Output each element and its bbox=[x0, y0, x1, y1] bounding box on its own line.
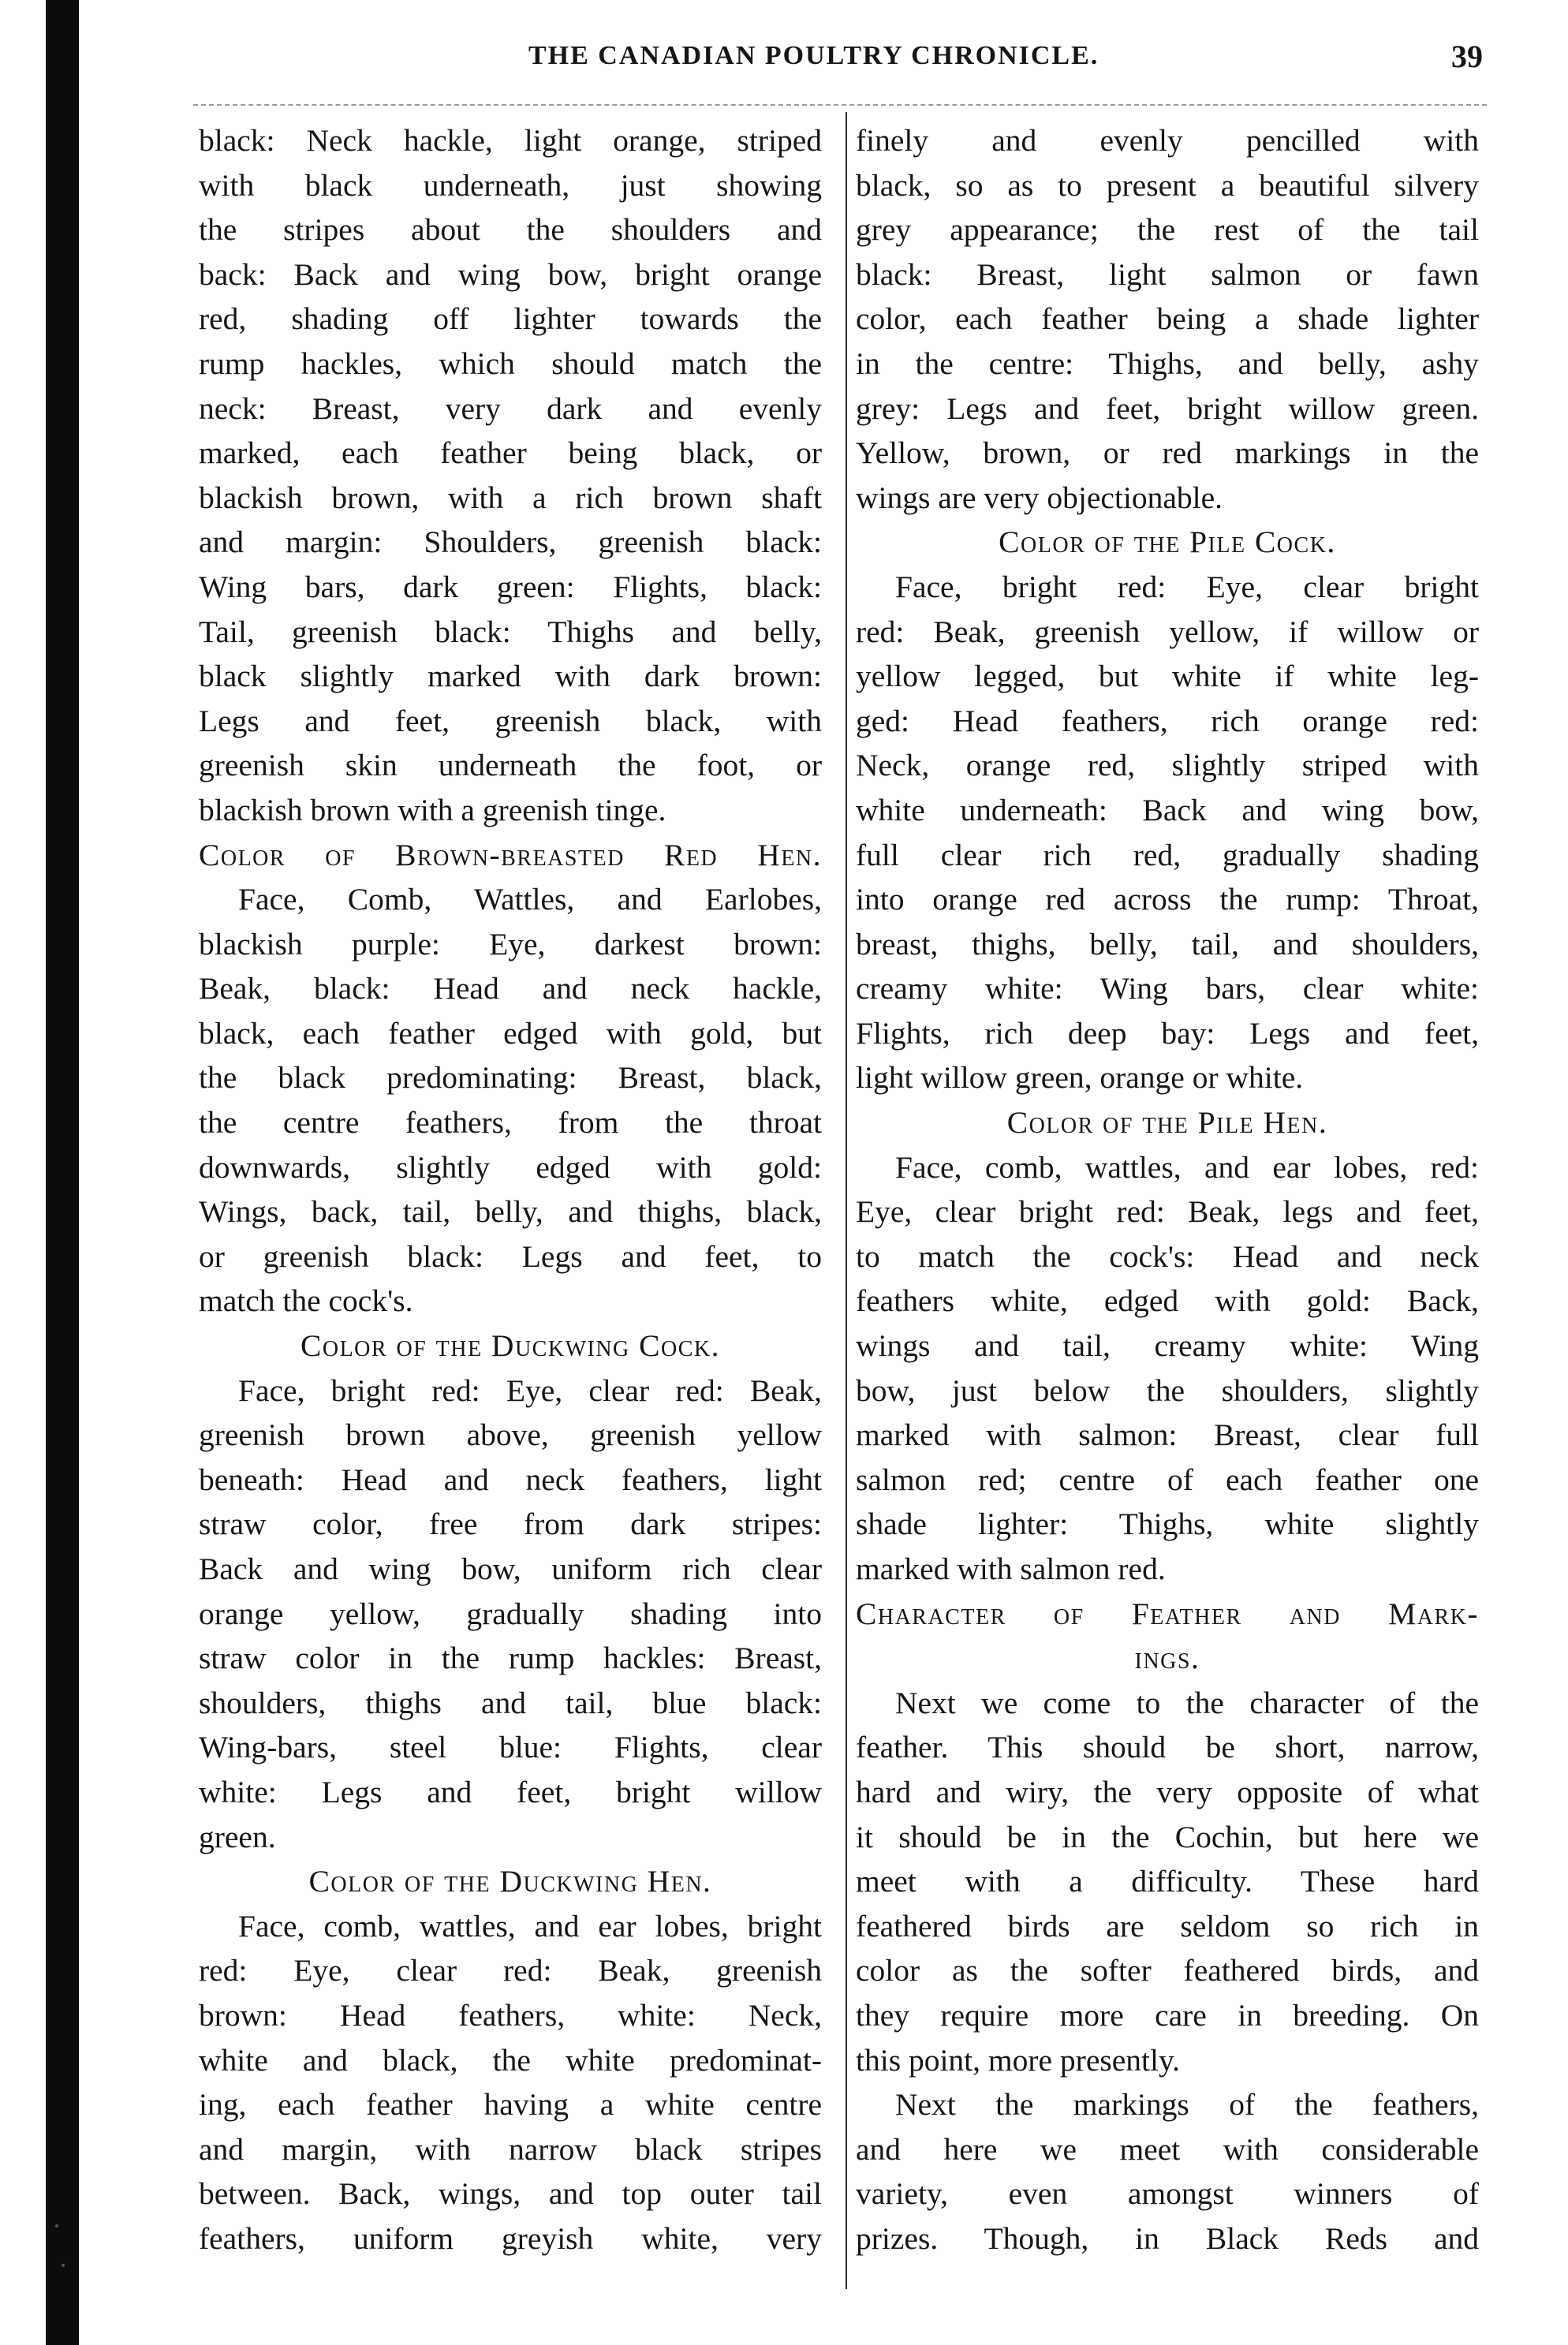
text-line: in the centre: Thighs, and belly, ashy bbox=[856, 345, 1479, 381]
text-line: Face, comb, wattles, and ear lobes, bright bbox=[238, 1908, 822, 1944]
right-column bbox=[856, 118, 1479, 2295]
text-line: feathers white, edged with gold: Back, bbox=[856, 1283, 1479, 1319]
text-line: and margin: Shoulders, greenish black: bbox=[199, 525, 822, 560]
text-line: meet with a difficulty. These hard bbox=[856, 1864, 1479, 1899]
text-line: the centre feathers, from the throat bbox=[199, 1105, 822, 1141]
text-line: finely and evenly pencilled with bbox=[856, 123, 1479, 158]
text-line: feather. This should be short, narrow, bbox=[856, 1730, 1479, 1765]
text-line: Next the markings of the feathers, bbox=[895, 2087, 1479, 2123]
header-rule bbox=[193, 104, 1487, 106]
text-line: Back and wing bow, uniform rich clear bbox=[199, 1552, 822, 1586]
text-line: Yellow, brown, or red markings in the bbox=[856, 435, 1479, 471]
text-line: Eye, clear bright red: Beak, legs and feet, bbox=[856, 1194, 1479, 1230]
text-line: Legs and feet, greenish black, with bbox=[199, 703, 822, 738]
text-line: beneath: Head and neck feathers, light bbox=[199, 1462, 822, 1497]
left-column bbox=[199, 118, 822, 2295]
text-line: black, so as to present a beautiful silvery bbox=[856, 167, 1479, 203]
text-line: marked with salmon red. bbox=[856, 1552, 1166, 1586]
text-line: wings and tail, creamy white: Wing bbox=[856, 1328, 1479, 1364]
running-title: THE CANADIAN POULTRY CHRONICLE. bbox=[528, 41, 1099, 70]
text-line: grey appearance; the rest of the tail bbox=[856, 212, 1479, 248]
text-line: Next we come to the character of the bbox=[895, 1685, 1479, 1720]
section-heading: Color of the Duckwing Cock. bbox=[301, 1328, 720, 1364]
text-line: white and black, the white predominat- bbox=[199, 2042, 822, 2078]
text-line: and here we meet with considerable bbox=[856, 2131, 1479, 2167]
page-number: 39 bbox=[1451, 39, 1483, 74]
text-line: Tail, greenish black: Thighs and belly, bbox=[199, 614, 822, 649]
text-line: Wing bars, dark green: Flights, black: bbox=[199, 569, 822, 604]
paper-speck bbox=[55, 2224, 58, 2227]
text-line: yellow legged, but white if white leg- bbox=[856, 659, 1479, 694]
text-line: with black underneath, just showing bbox=[199, 167, 822, 203]
text-line: ing, each feather having a white centre bbox=[199, 2087, 822, 2123]
text-line: or greenish black: Legs and feet, to bbox=[199, 1238, 822, 1274]
text-line: straw color, free from dark stripes: bbox=[199, 1507, 822, 1542]
text-line: greenish skin underneath the foot, or bbox=[199, 748, 822, 783]
text-line: red: Eye, clear red: Beak, greenish bbox=[199, 1953, 822, 1988]
text-line: blackish brown, with a rich brown shaft bbox=[199, 480, 822, 515]
text-line: white: Legs and feet, bright willow bbox=[199, 1774, 822, 1809]
text-line: feathered birds are seldom so rich in bbox=[856, 1908, 1479, 1944]
paper-speck bbox=[62, 2264, 65, 2267]
text-line: black, each feather edged with gold, but bbox=[199, 1015, 822, 1051]
section-heading: Color of Brown-breasted Red Hen. bbox=[199, 837, 822, 872]
text-line: ged: Head feathers, rich orange red: bbox=[856, 703, 1479, 738]
section-heading: Color of the Pile Hen. bbox=[1006, 1105, 1328, 1141]
text-line: marked with salmon: Breast, clear full bbox=[856, 1417, 1479, 1453]
text-line: color as the softer feathered birds, and bbox=[856, 1953, 1479, 1988]
text-line: to match the cock's: Head and neck bbox=[856, 1238, 1479, 1274]
text-line: green. bbox=[199, 1819, 276, 1854]
text-line: Flights, rich deep bay: Legs and feet, bbox=[856, 1015, 1479, 1051]
text-line: Wing-bars, steel blue: Flights, clear bbox=[199, 1730, 822, 1765]
column-divider bbox=[846, 112, 847, 2289]
text-line: and margin, with narrow black stripes bbox=[199, 2131, 822, 2167]
text-line: grey: Legs and feet, bright willow green. bbox=[856, 390, 1479, 426]
text-line: Beak, black: Head and neck hackle, bbox=[199, 971, 822, 1006]
text-line: the stripes about the shoulders and bbox=[199, 212, 822, 248]
text-line: it should be in the Cochin, but here we bbox=[856, 1819, 1479, 1854]
text-line: downwards, slightly edged with gold: bbox=[199, 1149, 822, 1185]
text-line: light willow green, orange or white. bbox=[856, 1060, 1304, 1096]
section-heading: Color of the Duckwing Hen. bbox=[308, 1864, 712, 1899]
text-line: brown: Head feathers, white: Neck, bbox=[199, 1997, 822, 2033]
text-line: Face, comb, wattles, and ear lobes, red: bbox=[895, 1149, 1479, 1185]
text-line: blackish brown with a greenish tinge. bbox=[199, 792, 666, 827]
text-line: bow, just below the shoulders, slightly bbox=[856, 1372, 1479, 1408]
text-line: they require more care in breeding. On bbox=[856, 1997, 1479, 2033]
text-line: wings are very objectionable. bbox=[856, 480, 1223, 515]
running-header bbox=[118, 41, 1483, 88]
text-line: rump hackles, which should match the bbox=[199, 345, 822, 381]
section-heading-continued: ings. bbox=[1134, 1641, 1200, 1676]
text-line: black: Neck hackle, light orange, striped bbox=[199, 123, 822, 158]
text-line: shade lighter: Thighs, white slightly bbox=[856, 1507, 1479, 1542]
text-line: red, shading off lighter towards the bbox=[199, 301, 822, 337]
text-line: straw color in the rump hackles: Breast, bbox=[199, 1641, 822, 1676]
text-line: Face, bright red: Eye, clear red: Beak, bbox=[238, 1372, 822, 1408]
text-line: Face, bright red: Eye, clear bright bbox=[895, 569, 1479, 604]
text-line: into orange red across the rump: Throat, bbox=[856, 882, 1479, 917]
text-line: black: Breast, light salmon or fawn bbox=[856, 256, 1479, 292]
text-line: the black predominating: Breast, black, bbox=[199, 1060, 822, 1096]
text-line: Wings, back, tail, belly, and thighs, black, bbox=[199, 1194, 822, 1230]
text-line: salmon red; centre of each feather one bbox=[856, 1462, 1479, 1497]
text-line: variety, even amongst winners of bbox=[856, 2176, 1479, 2212]
text-line: blackish purple: Eye, darkest brown: bbox=[199, 926, 822, 962]
text-line: prizes. Though, in Black Reds and bbox=[856, 2220, 1479, 2256]
text-line: feathers, uniform greyish white, very bbox=[199, 2220, 822, 2256]
text-line: red: Beak, greenish yellow, if willow or bbox=[856, 614, 1479, 649]
text-line: white underneath: Back and wing bow, bbox=[856, 792, 1479, 827]
text-line: match the cock's. bbox=[199, 1283, 413, 1319]
book-binding-edge bbox=[46, 0, 79, 2345]
text-line: orange yellow, gradually shading into bbox=[199, 1596, 822, 1631]
text-line: this point, more presently. bbox=[856, 2042, 1181, 2078]
text-line: neck: Breast, very dark and evenly bbox=[199, 390, 822, 426]
text-line: shoulders, thighs and tail, blue black: bbox=[199, 1685, 822, 1720]
text-line: Neck, orange red, slightly striped with bbox=[856, 748, 1479, 783]
text-line: black slightly marked with dark brown: bbox=[199, 659, 822, 694]
text-line: marked, each feather being black, or bbox=[199, 435, 822, 471]
text-line: full clear rich red, gradually shading bbox=[856, 837, 1479, 872]
text-line: Face, Comb, Wattles, and Earlobes, bbox=[238, 882, 822, 917]
text-line: back: Back and wing bow, bright orange bbox=[199, 256, 822, 292]
text-line: hard and wiry, the very opposite of what bbox=[856, 1774, 1479, 1809]
text-line: breast, thighs, belly, tail, and shoulders, bbox=[856, 926, 1479, 962]
section-heading: Color of the Pile Cock. bbox=[999, 525, 1336, 560]
text-line: greenish brown above, greenish yellow bbox=[199, 1417, 822, 1453]
text-line: color, each feather being a shade lighter bbox=[856, 301, 1479, 337]
text-line: creamy white: Wing bars, clear white: bbox=[856, 971, 1479, 1006]
text-line: between. Back, wings, and top outer tail bbox=[199, 2176, 822, 2212]
section-heading: Character of Feather and Mark- bbox=[856, 1596, 1479, 1631]
